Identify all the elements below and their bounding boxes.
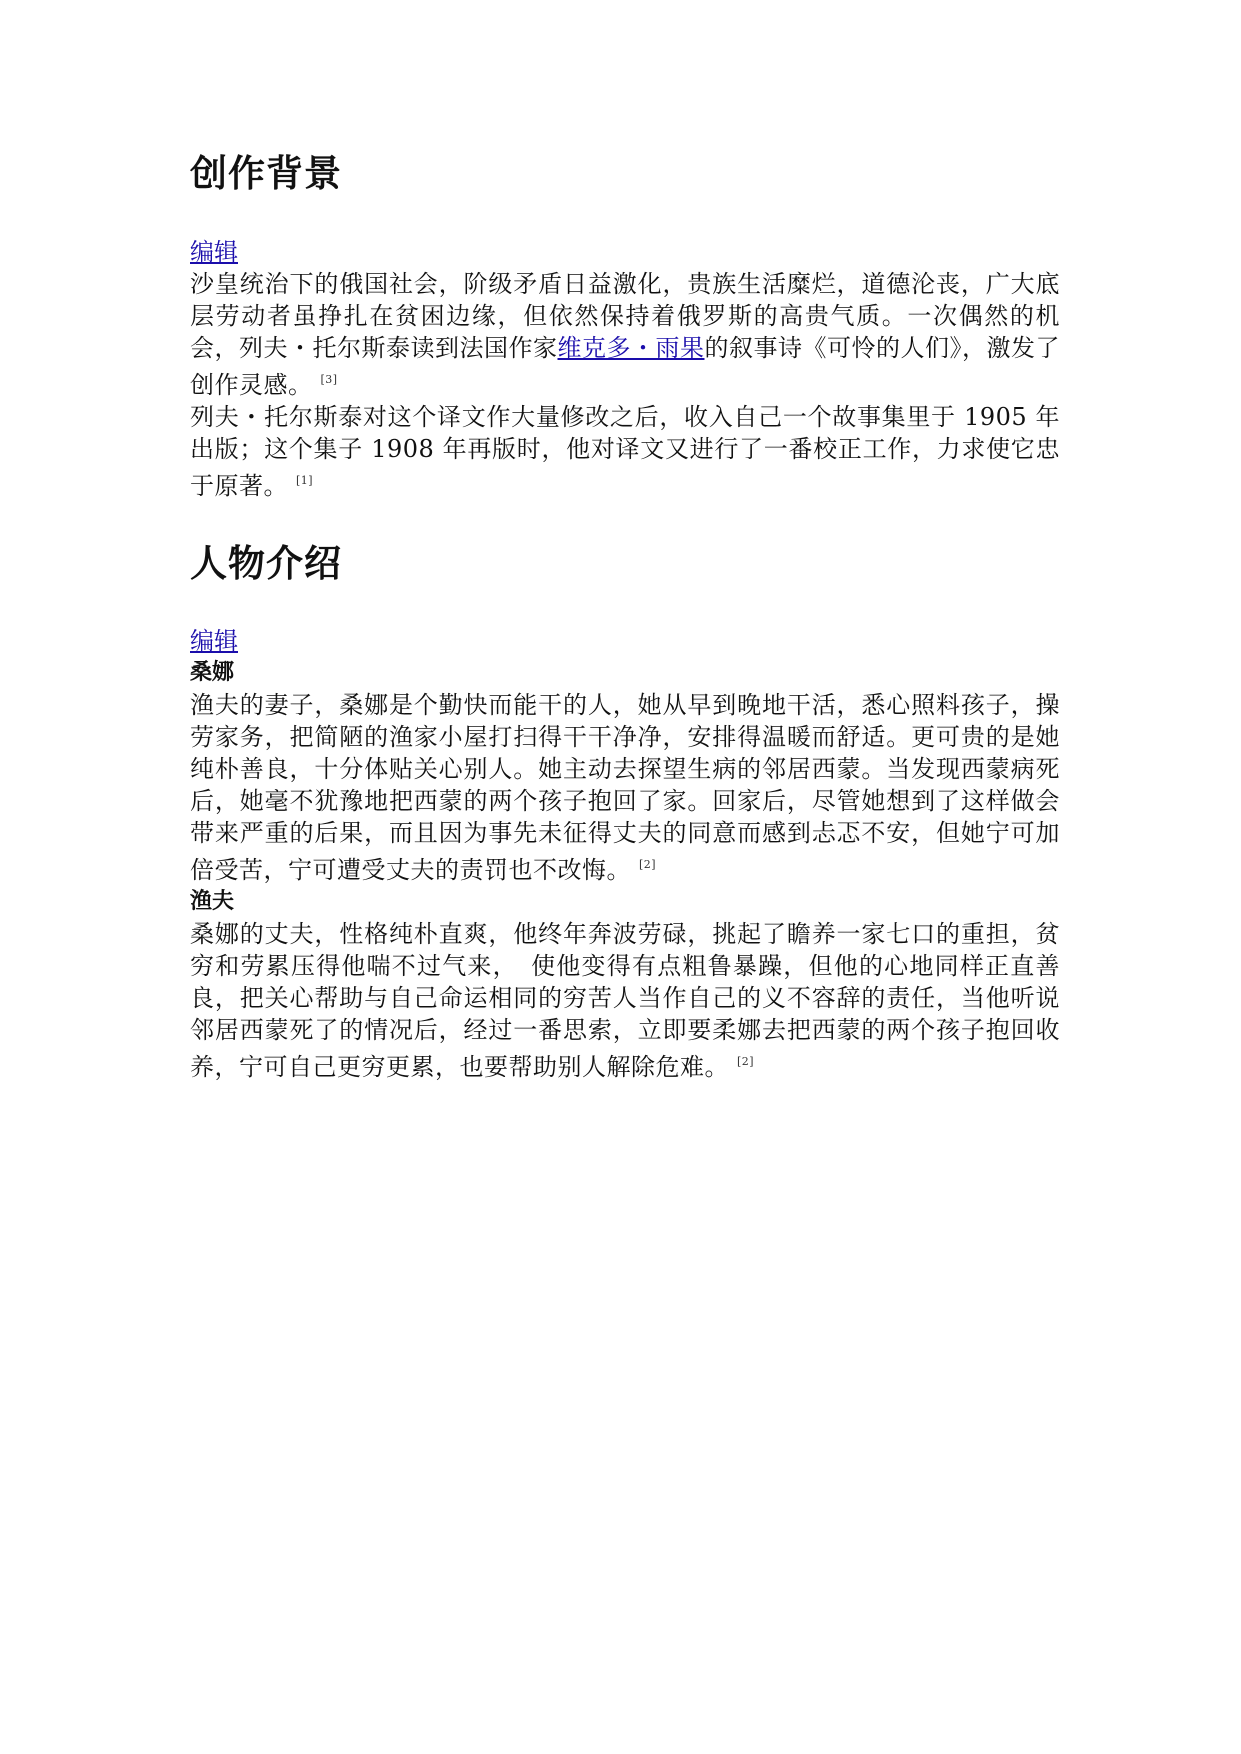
section-characters [190, 540, 1060, 1083]
paragraph [190, 401, 1060, 502]
document-page [190, 150, 1060, 1083]
paragraph-text: 沙皇统治下的俄国社会，阶级矛盾日益激化，贵族生活糜烂，道德沦丧，广大底层劳动者虽挣扎在贫困边缘，但依然保持着俄罗斯的高贵气质。一次偶然的机会，列夫・托尔斯泰读到法国作家 [190, 270, 1060, 363]
character-entry [190, 657, 1060, 886]
reference-marker[interactable]: [2] [639, 858, 657, 872]
section-creation-background [190, 150, 1060, 502]
paragraph-text: 列夫・托尔斯泰对这个译文作大量修改之后，收入自己一个故事集里于 1905 年出版；这个集子 1908 年再版时，他对译文又进行了一番校正工作，力求使它忠于原著。 [190, 403, 1060, 501]
reference-marker[interactable]: [1] [296, 474, 314, 488]
section-title: 创作背景 [190, 152, 342, 195]
paragraph [190, 268, 1060, 401]
paragraph-text: 桑娜的丈夫，性格纯朴直爽，他终年奔波劳碌，挑起了瞻养一家七口的重担，贫穷和劳累压得他喘不过气来， 使他变得有点粗鲁暴躁，但他的心地同样正直善良，把关心帮助与自己命运相同的穷苦人当作自己的义不容辞的责任，当他听说邻居西蒙死了的情况后，经过一番思索，立即要柔娜去把西蒙的两个孩子抱回收养，宁可自己更穷更累，也要帮助别人解除危难。 [190, 920, 1060, 1082]
paragraph [190, 689, 1060, 886]
reference-marker[interactable]: [2] [737, 1055, 755, 1069]
character-name: 渔夫 [190, 889, 235, 915]
paragraph [190, 918, 1060, 1083]
character-name: 桑娜 [190, 660, 235, 686]
section-title: 人物介绍 [190, 542, 342, 586]
reference-marker[interactable]: [3] [320, 373, 338, 387]
edit-link[interactable]: 编辑 [190, 627, 238, 656]
paragraph-text: 的叙事诗《可怜的人们》，激发了创作灵感。 [190, 334, 1060, 400]
edit-link[interactable]: 编辑 [190, 238, 238, 267]
author-link[interactable]: 维克多・雨果 [557, 334, 705, 363]
character-entry [190, 886, 1060, 1083]
paragraph-text: 渔夫的妻子，桑娜是个勤快而能干的人，她从早到晚地干活，悉心照料孩子，操劳家务，把简陋的渔家小屋打扫得干干净净，安排得温暖而舒适。更可贵的是她纯朴善良，十分体贴关心别人。她主动去探望生病的邻居西蒙。当发现西蒙病死后，她毫不犹豫地把西蒙的两个孩子抱回了家。回家后，尽管她想到了这样做会带来严重的后果，而且因为事先未征得丈夫的同意而感到忐忑不安，但她宁可加倍受苦，宁可遭受丈夫的责罚也不改悔。 [190, 691, 1060, 885]
